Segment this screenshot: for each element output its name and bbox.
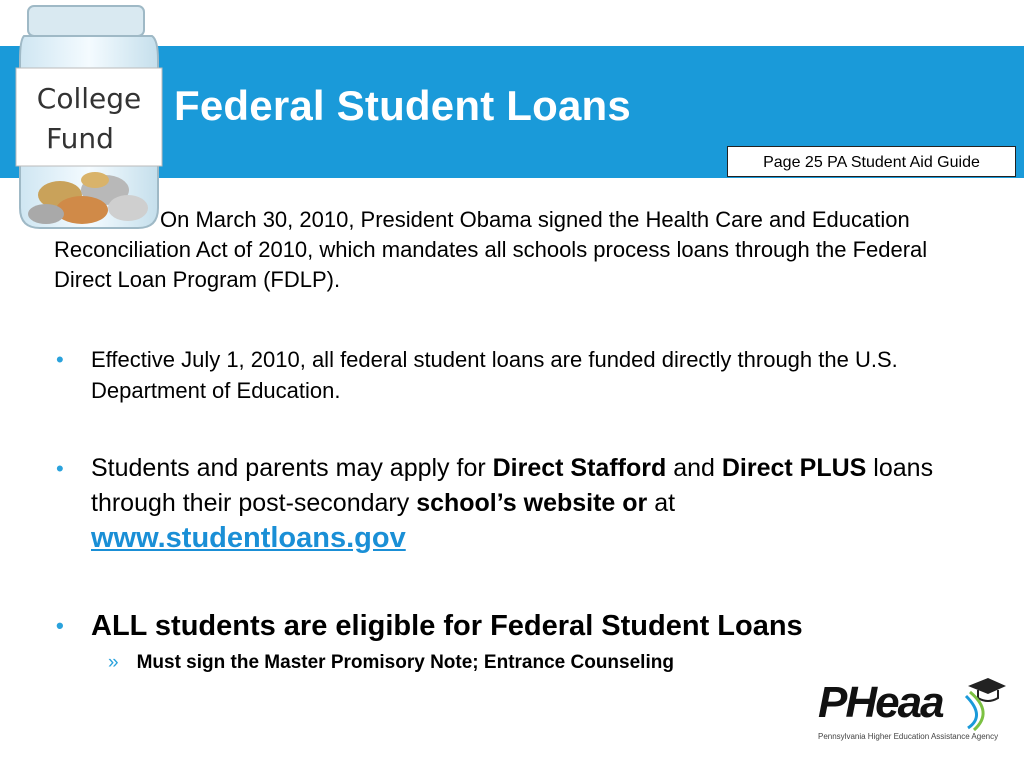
school-website: school’s website or: [416, 489, 648, 517]
jar-label-fund: Fund: [46, 122, 114, 155]
college-fund-jar-icon: [10, 0, 170, 232]
bullet-effective-date: [56, 344, 956, 406]
text-run: loans through their post-secondary: [91, 454, 934, 517]
bullet-eligibility: [56, 607, 976, 645]
bullet-text: [91, 451, 956, 557]
page-title: Federal Student Loans: [174, 82, 631, 129]
bullet-text: ALL students are eligible for Federal Student Loans: [91, 610, 803, 642]
studentloans-link[interactable]: www.studentloans.gov: [91, 522, 406, 554]
bullet-text: Effective July 1, 2010, all federal student loans are funded directly through the U.S. Department of Education.: [91, 347, 898, 403]
text-run: Students and parents may apply for: [91, 454, 493, 482]
intro-text: On March 30, 2010, President Obama signed the Health Care and Education Reconciliation Act of 2010, which mandates all schools process loans through the Federal Direct Loan Program (FDLP).: [54, 207, 928, 292]
bullet-dot: •: [56, 613, 64, 638]
logo-wordmark: PHeaa: [818, 678, 943, 727]
jar-label-college: College: [36, 82, 142, 115]
text-run: and: [666, 454, 722, 482]
direct-stafford: Direct Stafford: [492, 454, 667, 482]
sub-bullet-glyph: »: [108, 652, 119, 673]
text-run: at: [647, 489, 676, 517]
bullet-how-to-apply: [56, 451, 956, 557]
direct-plus: Direct PLUS: [721, 454, 867, 482]
pheaa-logo: [818, 672, 1008, 750]
sub-bullet-text: Must sign the Master Promisory Note; Entrance Counseling: [136, 652, 674, 673]
intro-paragraph: [54, 205, 954, 295]
logo-subtitle: Pennsylvania Higher Education Assistance Agency: [818, 732, 999, 741]
bullet-dot: •: [56, 347, 64, 372]
bullet-dot: •: [56, 456, 64, 481]
guide-reference: Page 25 PA Student Aid Guide: [727, 146, 1016, 177]
sub-bullet-requirements: [108, 652, 674, 674]
